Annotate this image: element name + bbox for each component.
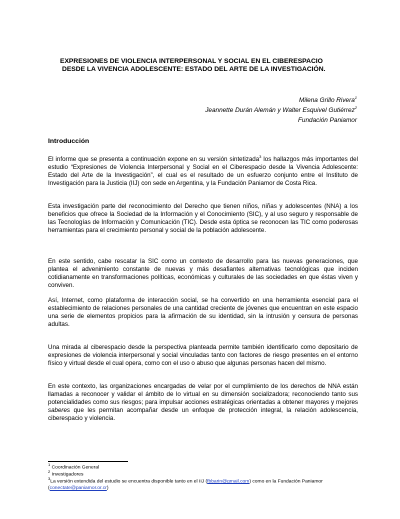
footnote-ref: 1 [354, 94, 357, 100]
author-line-1: Milena Grillo Rivera$^1$ [299, 94, 357, 104]
footnote-1: $^1$ Coordinación General [48, 462, 100, 471]
footnote-2: $^2$ Investigadores [48, 468, 84, 478]
paragraph-4: Así, Internet, como plataforma de interacción social, se ha convertido en una herramienta esencial para el establecimiento de relaciones personales de una cantidad creciente de jóvenes que encuentran en este espacio una serie de elementos propicios para la afirmación de su identidad, sin la intrusión y censura de personas adultas. [48, 297, 358, 328]
paragraph-1: El informe que se presenta a continuación expone en su versión sintetizada$^3$ los hallazgos más importantes del estudio “Expresiones de Violencia Interpersonal y Social en el Ciberespacio desde la Vivencia Adolescente: Estado del Arte de la Investigación”, el cual es el resultado de un esfuerzo conjunto entre el Instituto de Investigación para la Justicia (IIJ) con sede en Argentina, y la Fundación Paniamor de Costa Rica. [48, 153, 358, 187]
document-title [60, 58, 348, 75]
author-affiliation: Fundación Paniamor [298, 117, 357, 124]
email-link-paniamor[interactable]: conectate@paniamor.or.cr [49, 485, 107, 491]
title-line-1: EXPRESIONES DE VIOLENCIA INTERPERSONAL Y SOCIAL EN EL CIBERESPACIO [60, 58, 323, 65]
paragraph-3: En este sentido, cabe rescatar la SIC como un contexto de desarrollo para las nuevas generaciones, que plantea el advenimiento constante de nuevas y más desafiantes alternativas tecnológicas que inciden cotidianamente en transformaciones políticas, económicas y culturales de las sociedades en que éstas viven y conviven. [48, 258, 358, 289]
paragraph-6: En este contexto, las organizaciones encargadas de velar por el cumplimiento de los derechos de NNA están llamadas a reconocer y validar el ámbito de lo virtual en su dimensión socializadora; reconociendo tanto sus potencialidades como sus riesgos; para impulsar acciones estratégicas orientadas a obtener mayores y mejores saberes que les permitan acompañar desde un enfoque de protección integral, la relación adolescencia, ciberespacio y violencia. [48, 383, 358, 422]
title-line-2: DESDE LA VIVENCIA ADOLESCENTE: ESTADO DEL ARTE DE LA INVESTIGACIÓN. [62, 66, 326, 74]
footnotes [48, 462, 358, 492]
paragraph-2: Esta investigación parte del reconocimiento del Derecho que tienen niños, niñas y adolescentes (NNA) a los beneficios que ofrece la Sociedad de la Información y el Conocimiento (SIC), y al uso seguro y responsable de las Tecnologías de Información y Comunicación (TIC). Desde esta óptica se reconocen las TIC como poderosas herramientas para el crecimiento personal y social de la población adolescente. [48, 203, 358, 234]
author-block [205, 96, 357, 126]
footnote-divider [48, 461, 128, 462]
email-link-iij[interactable]: fbbarin@gmail.com [207, 479, 250, 485]
footnote-ref: 2 [354, 104, 357, 110]
footnote-ref: 3 [259, 153, 262, 159]
section-heading: Introducción [48, 138, 90, 145]
paragraph-5: Una mirada al ciberespacio desde la perspectiva planteada permite también identificarlo como depositario de expresiones de violencia interpersonal y social vinculadas tanto con factores de riesgo presentes en el entorno físico y virtual desde el cual opera, como con el uso o abuso que algunas personas hacen del mismo. [48, 344, 358, 367]
footnote-3: $^3$La versión extendida del estudio se encuentra disponible tanto en el IIJ (fbbarin@gmail.com) como en la Fundación Paniamor (conectate@paniamor.or.cr) [48, 475, 323, 491]
author-line-2: Jeannette Durán Alemán y Walter Esquivel Gutiérrez$^2$ [205, 104, 357, 114]
